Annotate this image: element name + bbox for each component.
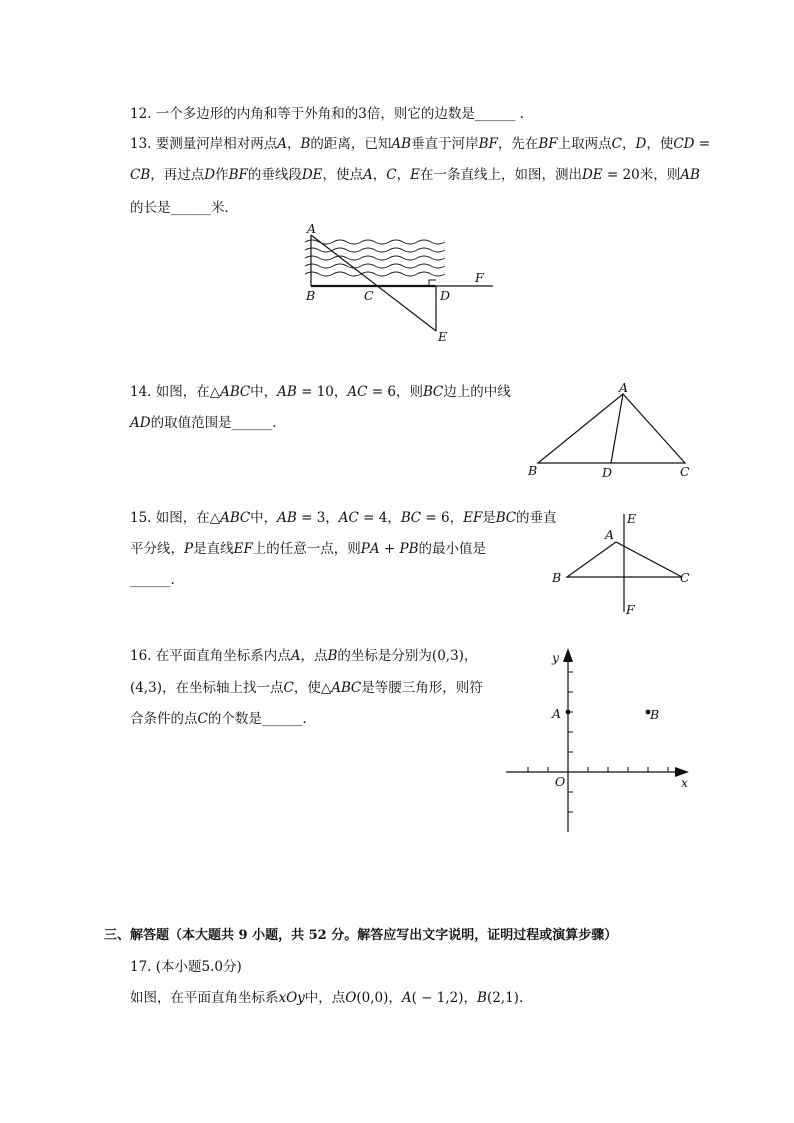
q16-line-2: (4,3)，在坐标轴上找一点𝐶，使△𝐴𝐵𝐶是等腰三角形，则符	[130, 680, 483, 696]
label-d: D	[440, 288, 451, 303]
q13-line-3: 的长是______米．	[130, 200, 238, 216]
q15-triangle-figure	[545, 508, 705, 620]
label-b: B	[552, 570, 562, 585]
q12-text: 12. 一个多边形的内角和等于外角和的3倍，则它的边数是______ .	[130, 106, 524, 122]
label-e: E	[627, 511, 637, 526]
label-c: C	[680, 464, 690, 479]
label-a: A	[619, 380, 629, 395]
point-a	[566, 710, 571, 715]
q13-line-2: 𝐶𝐵，再过点𝐷作𝐵𝐹的垂线段𝐷𝐸，使点𝐴，𝐶，𝐸在一条直线上，如图，测出𝐷𝐸 = 20米，则𝐴𝐵	[130, 167, 700, 183]
label-c: C	[680, 570, 690, 585]
q15-line-2: 平分线，𝑃是直线𝐸𝐹上的任意一点，则𝑃𝐴 + 𝑃𝐵的最小值是	[130, 541, 487, 557]
q17-line-2: 如图，在平面直角坐标系𝑥𝑂𝑦中，点𝑂(0,0)，𝐴( − 1,2)，𝐵(2,1).	[130, 990, 524, 1006]
label-a: A	[307, 221, 317, 236]
label-d: D	[602, 465, 613, 480]
label-f: F	[475, 270, 484, 285]
label-y: y	[552, 650, 560, 665]
q14-line-1: 14. 如图，在△𝐴𝐵𝐶中，𝐴𝐵 = 10，𝐴𝐶 = 6，则𝐵𝐶边上的中线	[130, 384, 511, 400]
q17-line-1: 17. (本小题5.0分)	[130, 959, 242, 975]
q16-line-1: 16. 在平面直角坐标系内点𝐴，点𝐵的坐标是分别为(0,3)，	[130, 648, 478, 664]
label-b: B	[650, 707, 660, 722]
y-axis-arrow	[563, 648, 573, 662]
label-a: A	[552, 706, 562, 721]
q14-triangle-figure	[520, 378, 700, 486]
river-waves	[305, 240, 445, 276]
q13-river-figure	[295, 220, 505, 345]
q15-line-3: ______.	[130, 572, 175, 588]
median-ad	[611, 394, 623, 463]
label-a: A	[605, 527, 615, 542]
label-c: C	[364, 288, 374, 303]
label-o: O	[555, 774, 566, 789]
q16-coordinate-figure	[500, 642, 700, 838]
q14-line-2: 𝐴𝐷的取值范围是______.	[130, 415, 277, 431]
label-f: F	[626, 602, 635, 617]
label-b: B	[528, 463, 538, 478]
label-b: B	[306, 288, 316, 303]
q13-line-1: 13. 要测量河岸相对两点𝐴，𝐵的距离，已知𝐴𝐵垂直于河岸𝐵𝐹，先在𝐵𝐹上取两点𝐶，𝐷，使𝐶𝐷 =	[130, 136, 711, 152]
q15-line-1: 15. 如图，在△𝐴𝐵𝐶中，𝐴𝐵 = 3，𝐴𝐶 = 4，𝐵𝐶 = 6，𝐸𝐹是𝐵𝐶的垂直	[130, 510, 557, 526]
q16-line-3: 合条件的点𝐶的个数是______.	[130, 711, 307, 727]
label-x: x	[681, 775, 689, 790]
label-e: E	[438, 329, 448, 344]
triangle-abc	[538, 394, 685, 463]
axis-ticks	[528, 672, 668, 812]
section-3-heading: 三、解答题（本大题共 9 小题，共 52 分。解答应写出文字说明，证明过程或演算步骤）	[104, 928, 618, 943]
